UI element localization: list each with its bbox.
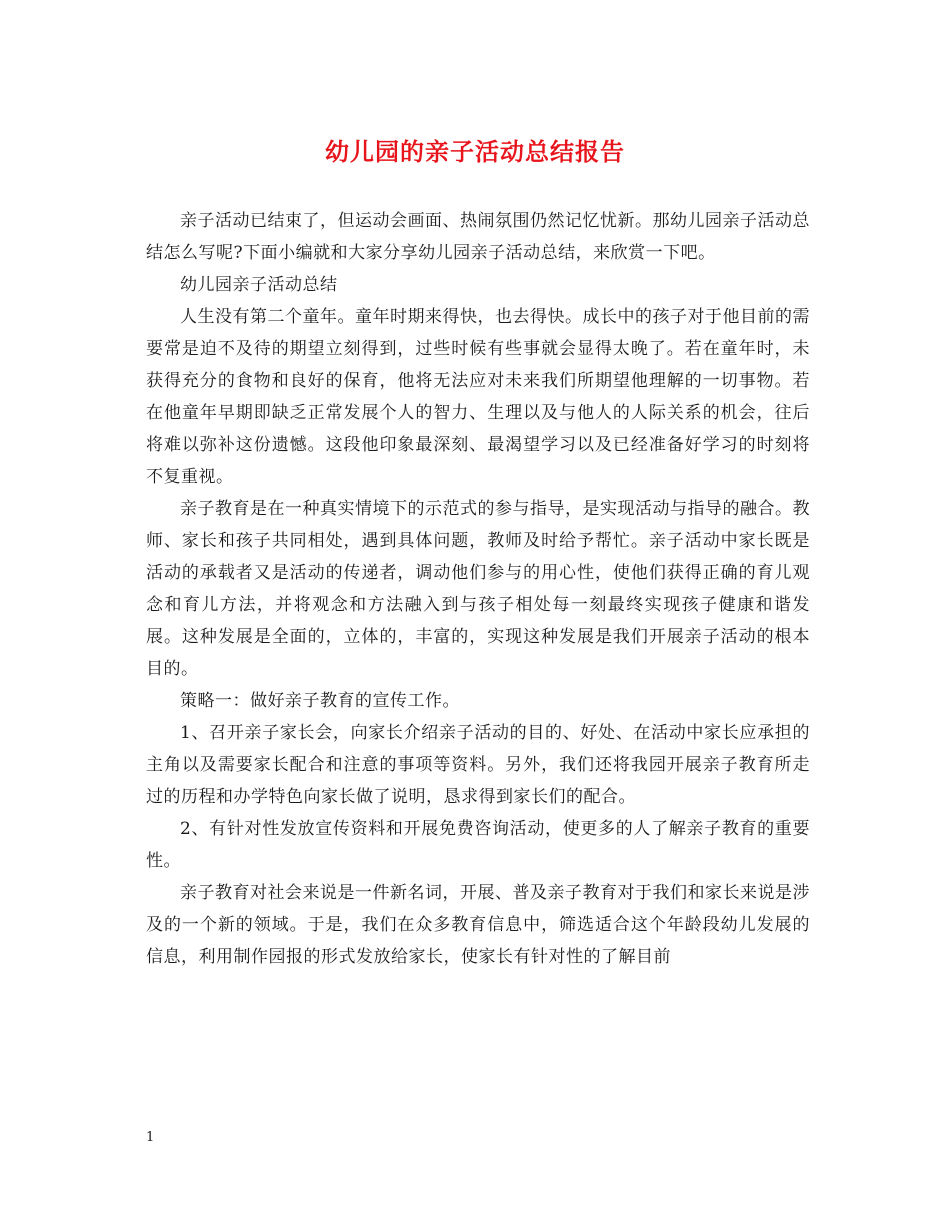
document-title: 幼儿园的亲子活动总结报告 bbox=[325, 137, 625, 166]
paragraph-childhood: 人生没有第二个童年。童年时期来得快，也去得快。成长中的孩子对于他目前的需要常是迫不及待的期望立刻得到，过些时候有些事就会显得太晚了。若在童年时，未获得充分的食物和良好的保育，他将无法应对未来我们所期望他理解的一切事物。若在他童年早期即缺乏正常发展个人的智力、生理以及与他人的人际关系的机会，往后将难以弥补这份遗憾。这段他印象最深刻、最渴望学习以及已经准备好学习的时刻将不复重视。 bbox=[146, 307, 810, 487]
paragraph-subheading: 幼儿园亲子活动总结 bbox=[180, 275, 338, 295]
paragraph-strategy-one: 策略一：做好亲子教育的宣传工作。 bbox=[180, 691, 460, 711]
paragraph-item-1: 1、召开亲子家长会，向家长介绍亲子活动的目的、好处、在活动中家长应承担的主角以及需要家长配合和注意的事项等资料。另外，我们还将我园开展亲子教育所走过的历程和办学特色向家长做了说明，恳求得到家长们的配合。 bbox=[146, 723, 810, 807]
paragraph-intro: 亲子活动已结束了，但运动会画面、热闹氛围仍然记忆忧新。那幼儿园亲子活动总结怎么写呢?下面小编就和大家分享幼儿园亲子活动总结，来欣赏一下吧。 bbox=[146, 211, 810, 263]
paragraph-parent-education: 亲子教育是在一种真实情境下的示范式的参与指导，是实现活动与指导的融合。教师、家长和孩子共同相处，遇到具体问题，教师及时给予帮忙。亲子活动中家长既是活动的承载者又是活动的传递者，调动他们参与的用心性，使他们获得正确的育儿观念和育儿方法，并将观念和方法融入到与孩子相处每一刻最终实现孩子健康和谐发展。这种发展是全面的，立体的，丰富的，实现这种发展是我们开展亲子活动的根本目的。 bbox=[146, 499, 810, 679]
paragraph-item-2: 2、有针对性发放宣传资料和开展免费咨询活动，使更多的人了解亲子教育的重要性。 bbox=[146, 819, 810, 871]
document-body bbox=[146, 205, 810, 973]
paragraph-society: 亲子教育对社会来说是一件新名词，开展、普及亲子教育对于我们和家长来说是涉及的一个新的领域。于是，我们在众多教育信息中，筛选适合这个年龄段幼儿发展的信息，利用制作园报的形式发放给家长，使家长有针对性的了解目前 bbox=[146, 883, 810, 967]
page-number: 1 bbox=[146, 1130, 155, 1145]
